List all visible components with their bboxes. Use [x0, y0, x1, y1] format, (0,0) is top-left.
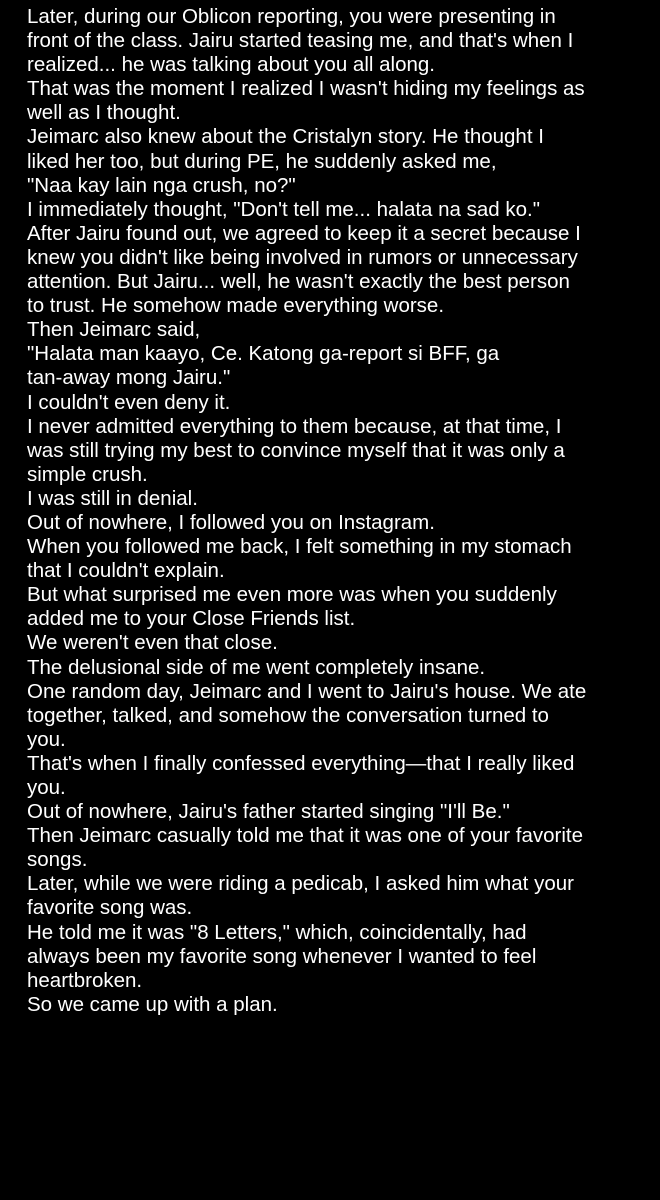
- text-line: Later, during our Oblicon reporting, you were presenting in: [27, 5, 556, 28]
- text-line: songs.: [27, 848, 88, 872]
- text-line: Later, while we were riding a pedicab, I asked him what your: [27, 872, 574, 896]
- text-line: front of the class. Jairu started teasing me, and that's when I: [27, 29, 574, 53]
- text-line: simple crush.: [27, 462, 148, 486]
- text-line: knew you didn't like being involved in rumors or unnecessary: [27, 245, 578, 269]
- text-line: When you followed me back, I felt something in my stomach: [27, 535, 572, 559]
- text-line: I never admitted everything to them because, at that time, I: [27, 414, 562, 438]
- text-line: That's when I finally confessed everything—that I really liked: [27, 751, 575, 775]
- text-line: That was the moment I realized I wasn't hiding my feelings as: [27, 77, 585, 101]
- text-line: We weren't even that close.: [27, 631, 278, 655]
- text-line: attention. But Jairu... well, he wasn't exactly the best person: [27, 270, 570, 294]
- text-line: well as I thought.: [27, 101, 181, 125]
- story-text: [27, 5, 648, 1017]
- text-line: favorite song was.: [27, 896, 193, 920]
- text-line: was still trying my best to convince myself that it was only a: [27, 438, 565, 462]
- text-line: Then Jeimarc casually told me that it was one of your favorite: [27, 824, 584, 848]
- text-line: tan-away mong Jairu.": [27, 366, 231, 390]
- text-line: that I couldn't explain.: [27, 559, 225, 583]
- text-line: together, talked, and somehow the conversation turned to: [27, 703, 549, 727]
- text-line: added me to your Close Friends list.: [27, 607, 356, 631]
- text-line: realized... he was talking about you all along.: [27, 53, 435, 77]
- text-line: So we came up with a plan.: [27, 992, 278, 1016]
- text-line: After Jairu found out, we agreed to keep it a secret because I: [27, 221, 581, 245]
- text-line: I immediately thought, "Don't tell me... halata na sad ko.": [27, 197, 541, 221]
- text-line: Jeimarc also knew about the Cristalyn story. He thought I: [27, 125, 544, 149]
- text-line: Out of nowhere, Jairu's father started singing "I'll Be.": [27, 800, 510, 824]
- text-line: One random day, Jeimarc and I went to Jairu's house. We ate: [27, 679, 587, 703]
- text-line: I was still in denial.: [27, 486, 198, 510]
- text-line: liked her too, but during PE, he suddenly asked me,: [27, 149, 497, 173]
- text-line: He told me it was "8 Letters," which, coincidentally, had: [27, 920, 527, 944]
- text-line: The delusional side of me went completely insane.: [27, 655, 486, 679]
- text-line: to trust. He somehow made everything worse.: [27, 294, 445, 318]
- text-line: "Halata man kaayo, Ce. Katong ga-report si BFF, ga: [27, 342, 500, 366]
- text-line: Then Jeimarc said,: [27, 318, 201, 342]
- text-line: you.: [27, 727, 66, 751]
- text-line: always been my favorite song whenever I wanted to feel: [27, 944, 537, 968]
- text-line: heartbroken.: [27, 968, 143, 992]
- text-line: you.: [27, 776, 66, 799]
- text-line: I couldn't even deny it.: [27, 390, 231, 414]
- text-line: "Naa kay lain nga crush, no?": [27, 173, 296, 197]
- text-line: But what surprised me even more was when you suddenly: [27, 583, 557, 607]
- text-line: Out of nowhere, I followed you on Instagram.: [27, 510, 435, 534]
